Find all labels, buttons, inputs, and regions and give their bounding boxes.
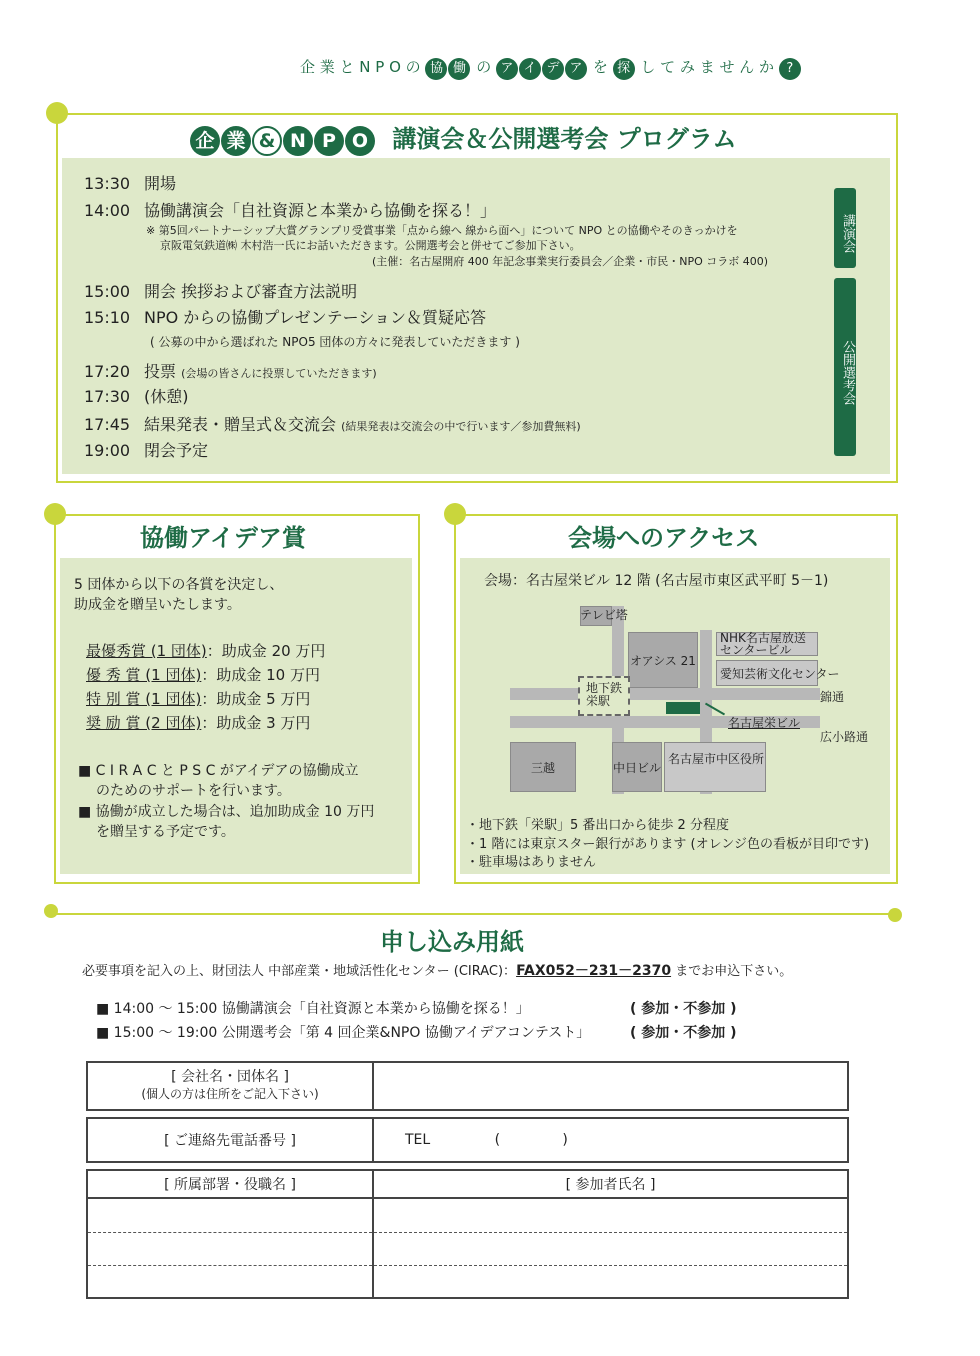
tel-label: TEL xyxy=(405,1132,431,1148)
tagline xyxy=(300,56,802,80)
tagline-badge: 探 xyxy=(613,58,635,80)
map-building-oasis: オアシス 21 xyxy=(628,632,698,688)
map-label: NHK名古屋放送 センタービル xyxy=(720,631,806,657)
application-title: 申し込み用紙 xyxy=(380,928,524,956)
venue-text: 会場：名古屋栄ビル 12 階 (名古屋市東区武平町 5－1) xyxy=(484,573,829,589)
tagline-badge: 働 xyxy=(448,58,470,80)
access-note: ・地下鉄「栄駅」5 番出口から徒歩 2 分程度 xyxy=(466,818,729,833)
award-title: 協働アイデア賞 xyxy=(140,524,306,552)
access-note: ・1 階には東京スター銀行があります (オレンジ色の看板が目印です) xyxy=(466,837,870,852)
name-field[interactable] xyxy=(373,1198,848,1232)
application-option: ■ 14:00 ～ 15:00 協働講演会「自社資源と本業から協働を探る！」 xyxy=(96,1001,530,1017)
schedule-row: 14:00 協働講演会「自社資源と本業から協働を探る！」 xyxy=(84,201,497,220)
map-label: 地下鉄 栄駅 xyxy=(586,681,623,708)
company-field[interactable] xyxy=(373,1062,848,1110)
name-field[interactable] xyxy=(373,1232,848,1265)
tagline-badge: 協 xyxy=(425,58,447,80)
dept-label: [ 所属部署・役職名 ] xyxy=(87,1170,373,1198)
schedule-row: 15:00 開会 挨拶および審査方法説明 xyxy=(84,282,358,301)
title-circle: P xyxy=(314,126,344,156)
decor-dot xyxy=(888,908,902,922)
phone-label: [ ご連絡先電話番号 ] xyxy=(87,1118,373,1162)
award-bullet: ■ C I R A C と P S C がアイデアの協働成立 xyxy=(78,763,359,779)
schedule-row: 13:30 開場 xyxy=(84,174,177,193)
application-form xyxy=(86,1061,849,1299)
schedule-row: 19:00 閉会予定 xyxy=(84,441,209,460)
tagline-badge: イ xyxy=(519,58,541,80)
question-icon: ? xyxy=(779,58,801,80)
tagline-text-d: し て み ま せ ん か xyxy=(640,58,775,76)
award-bullet: ■ 協働が成立した場合は、追加助成金 10 万円 xyxy=(78,804,375,820)
program-title xyxy=(190,119,736,156)
application-option: ■ 15:00 ～ 19:00 公開選考会「第 4 回企業&NPO 協働アイデアコンテスト」 xyxy=(96,1025,591,1041)
title-circle: 企 xyxy=(190,126,220,156)
award-bullet: のためのサポートを行います。 xyxy=(96,783,291,799)
program-note: (主催：名古屋開府 400 年記念事業実行委員会／企業・市民・NPO コラボ 400) xyxy=(372,255,769,268)
award-intro: 助成金を贈呈いたします。 xyxy=(74,597,241,613)
dept-field[interactable] xyxy=(87,1265,373,1298)
schedule-row: 17:20 投票 (会場の皆さんに投票していただきます) xyxy=(84,362,377,381)
access-note: ・駐車場はありません xyxy=(466,855,597,870)
program-note: ※ 第5回パートナーシップ大賞グランプリ受賞事業「点から線へ 線から面へ」について NPO との協働やそのきっかけを xyxy=(146,224,738,237)
map-building-mitsukoshi: 三越 xyxy=(510,742,576,792)
dept-field[interactable] xyxy=(87,1232,373,1265)
attendance-choice[interactable]: ( 参加・不参加 ) xyxy=(630,1001,737,1017)
map-road-nishiki xyxy=(510,688,820,700)
map-building-chunichi: 中日ビル xyxy=(612,742,662,792)
tagline-badge: ア xyxy=(496,58,518,80)
award-bullet: を贈呈する予定です。 xyxy=(96,824,235,840)
divider-line xyxy=(56,913,890,915)
prize-row: 最優秀賞 (1 団体)：助成金 20 万円 xyxy=(86,642,326,660)
dept-field[interactable] xyxy=(87,1198,373,1232)
name-label: [ 参加者氏名 ] xyxy=(373,1170,848,1198)
company-sub-label: (個人の方は住所をご記入下さい) xyxy=(141,1087,319,1101)
tagline-text-a: 企 業 と N P O の xyxy=(300,58,421,76)
award-intro: 5 団体から以下の各賞を決定し、 xyxy=(74,577,284,593)
title-circle: 業 xyxy=(221,126,251,156)
tel-parens: ( ) xyxy=(494,1132,568,1148)
title-circle: O xyxy=(345,126,375,156)
map-label: 錦通 xyxy=(820,690,845,704)
decor-dot xyxy=(44,904,58,918)
tagline-badge: デ xyxy=(542,58,564,80)
prize-row: 奨 励 賞 (2 団体)：助成金 3 万円 xyxy=(86,714,311,732)
attendance-choice[interactable]: ( 参加・不参加 ) xyxy=(630,1025,737,1041)
tagline-text-b: の xyxy=(476,58,492,76)
program-note: ( 公募の中から選ばれた NPO5 団体の方々に発表していただきます ) xyxy=(150,335,520,349)
company-label-cell xyxy=(87,1062,373,1110)
map-label: テレビ塔 xyxy=(580,608,628,622)
program-title-text: 講演会＆公開選考会 プログラム xyxy=(392,125,737,153)
fax-number: FAX052－231－2370 xyxy=(516,963,672,979)
tab-lecture: 講演会 xyxy=(834,188,856,268)
application-instruction: 必要事項を記入の上、財団法人 中部産業・地域活性化センター (CIRAC)：FAX052－231－2370 までお申込下さい。 xyxy=(82,963,793,979)
schedule-row: 17:45 結果発表・贈呈式＆交流会 (結果発表は交流会の中で行います／参加費無料) xyxy=(84,415,581,434)
access-title: 会場へのアクセス xyxy=(568,524,760,552)
tab-selection: 公開選考会 xyxy=(834,278,856,456)
map-label: 名古屋栄ビル xyxy=(728,716,801,730)
title-circle: & xyxy=(252,126,282,156)
prize-row: 優 秀 賞 (1 団体)：助成金 10 万円 xyxy=(86,666,320,684)
title-circle: N xyxy=(283,126,313,156)
map-label: 名古屋市中区役所 xyxy=(668,752,765,766)
phone-field[interactable] xyxy=(373,1118,848,1162)
schedule-row: 15:10 NPO からの協働プレゼンテーション＆質疑応答 xyxy=(84,308,487,327)
map-label: 広小路通 xyxy=(820,730,869,744)
tagline-badge: ア xyxy=(565,58,587,80)
company-label: [ 会社名・団体名 ] xyxy=(171,1069,289,1085)
tagline-text-c: を xyxy=(592,58,608,76)
program-note: 京阪電気鉄道㈱ 木村浩一氏にお話いただきます。公開選考会と併せてご参加下さい。 xyxy=(160,239,581,252)
map-venue-marker xyxy=(666,702,700,714)
prize-row: 特 別 賞 (1 団体)：助成金 5 万円 xyxy=(86,690,311,708)
map-label: 愛知芸術文化センター xyxy=(720,667,840,681)
name-field[interactable] xyxy=(373,1265,848,1298)
schedule-row: 17:30 (休憩) xyxy=(84,387,189,406)
